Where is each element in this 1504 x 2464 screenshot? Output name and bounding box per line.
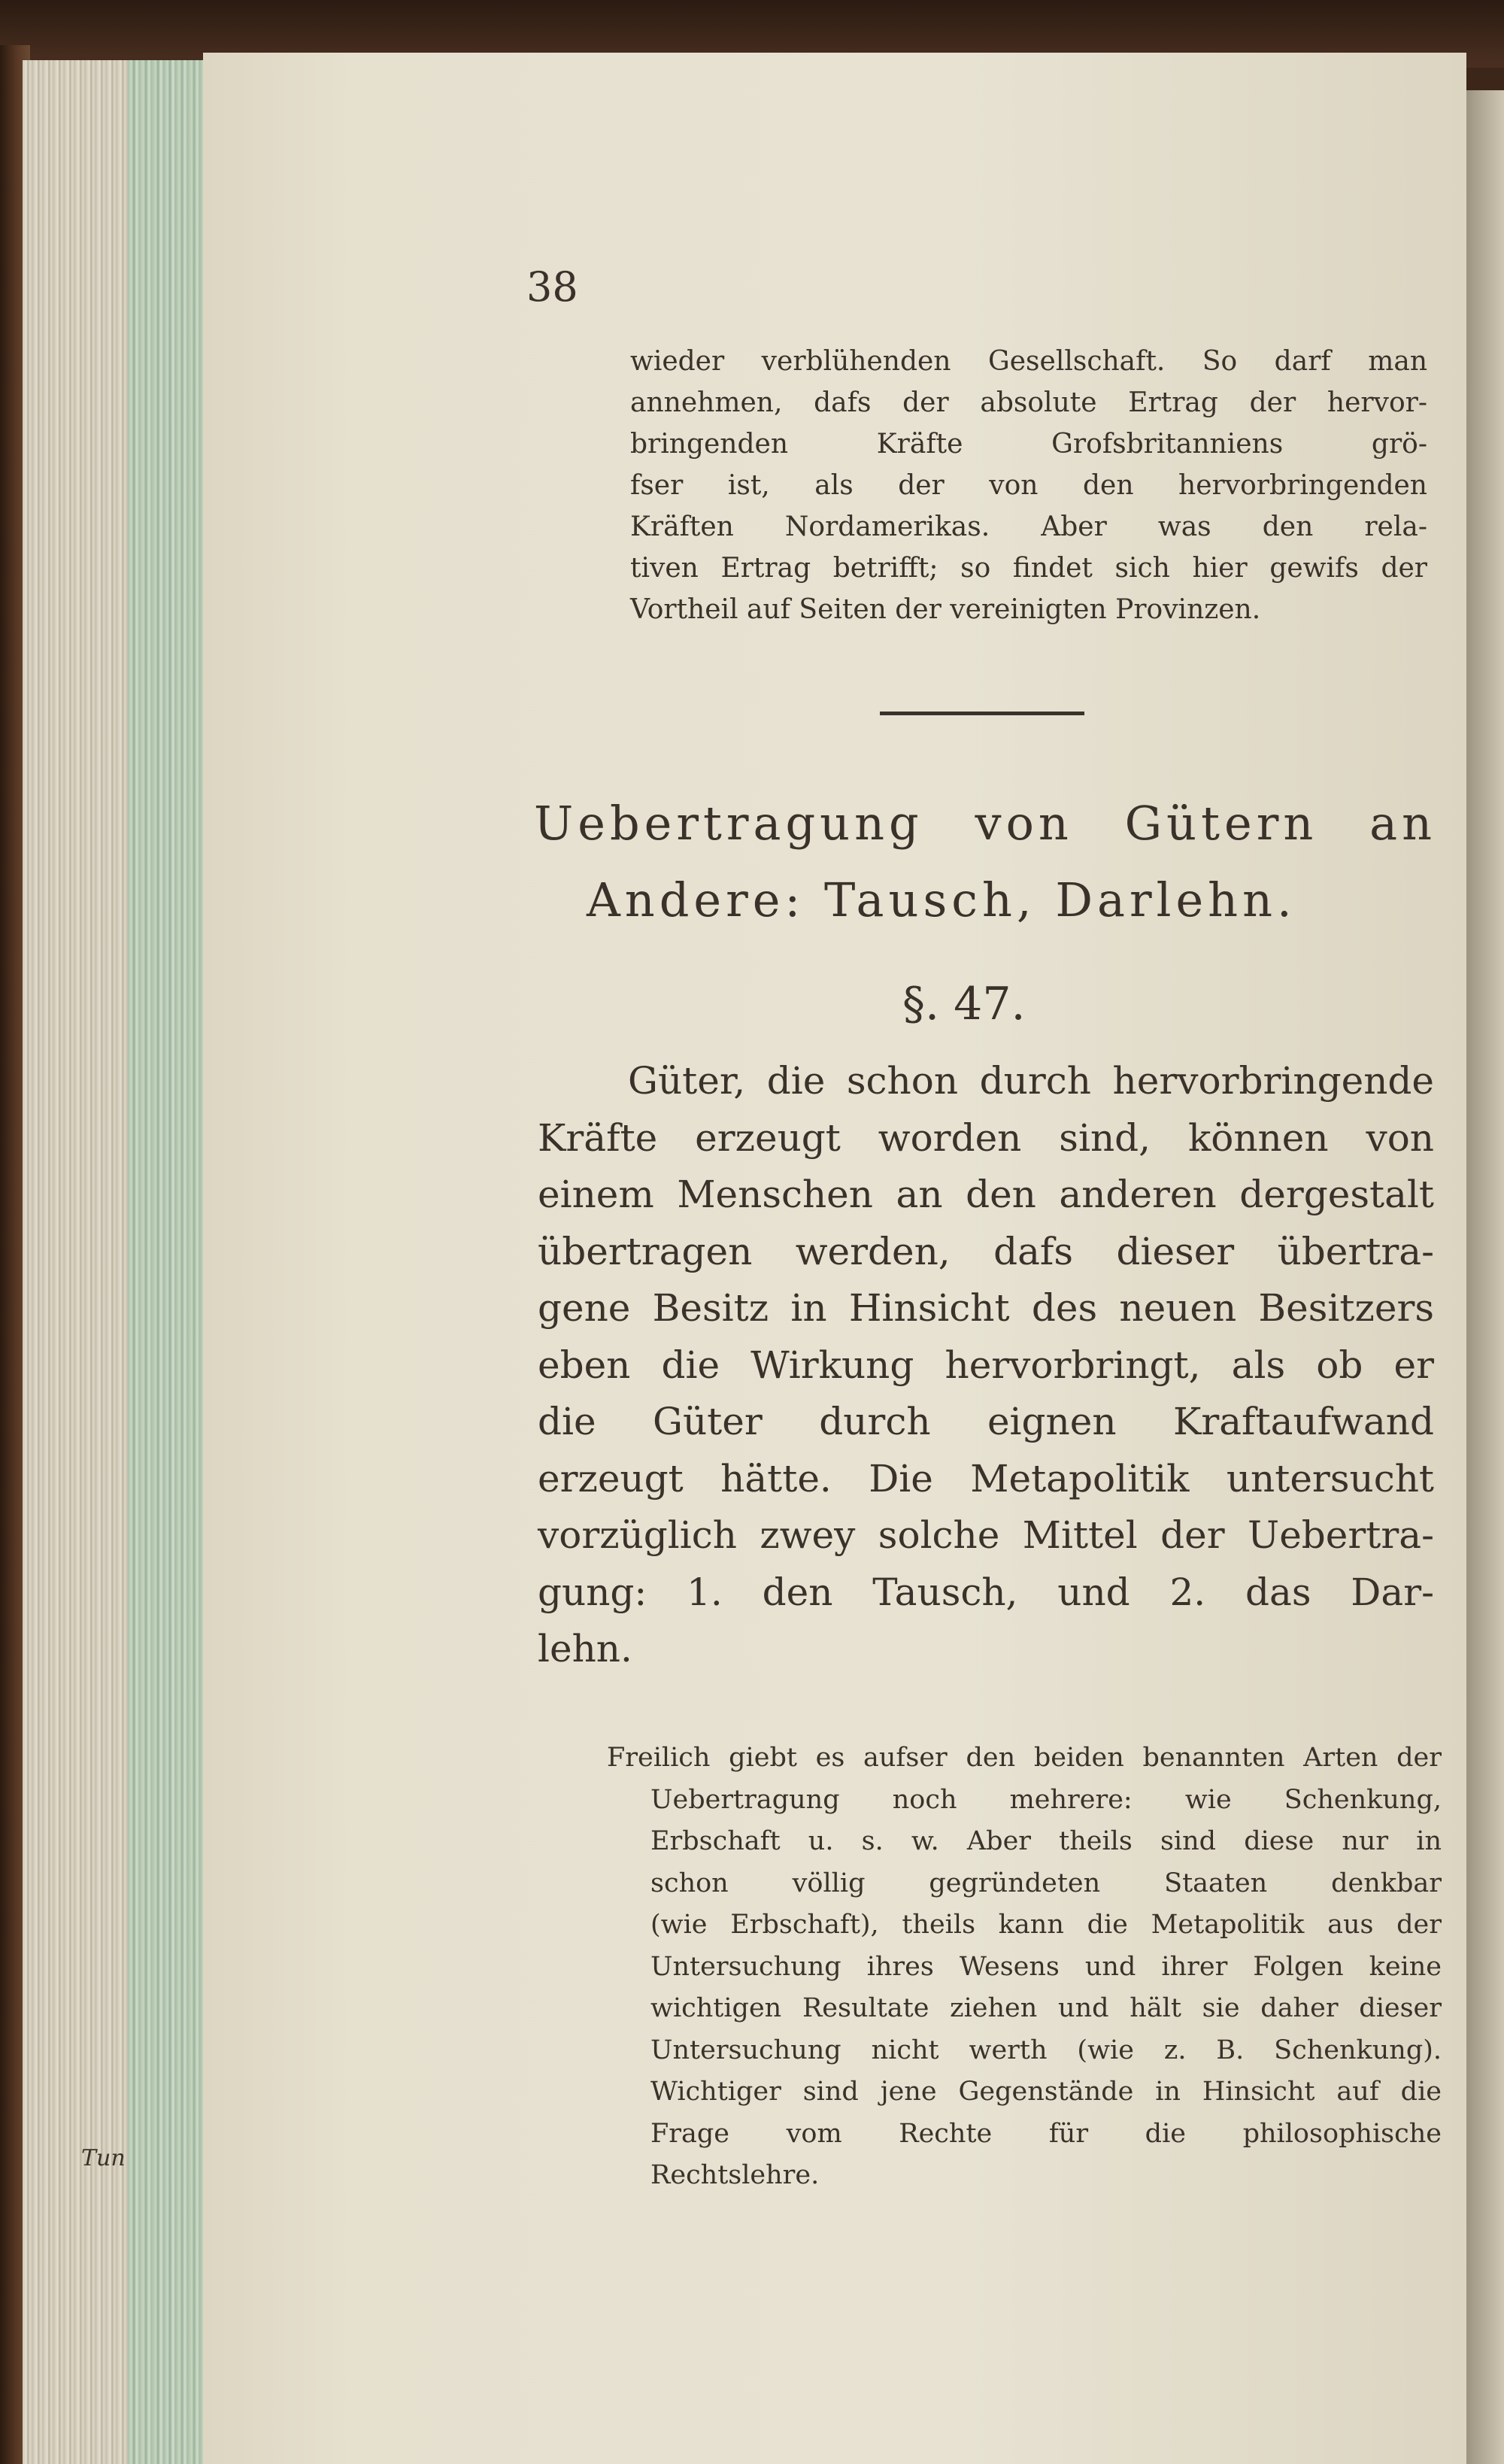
text-line: die Güter durch eignen Kraftaufwand (538, 1400, 1434, 1443)
text-line: eben die Wirkung hervorbringt, als ob er (538, 1343, 1434, 1387)
top-paragraph (630, 341, 1427, 630)
section-divider (880, 712, 1084, 715)
text-line: schon völlig gegründeten Staaten denkbar (650, 1868, 1442, 1898)
text-line: vorzüglich zwey solche Mittel der Uebertra- (538, 1513, 1434, 1557)
text-line: gung: 1. den Tausch, und 2. das Dar- (538, 1570, 1434, 1614)
text-line: Erbschaft u. s. w. Aber theils sind diese nur in (650, 1826, 1442, 1856)
text-line: Vortheil auf Seiten der vereinigten Provinzen. (630, 594, 1261, 625)
text-line: Untersuchung ihres Wesens und ihrer Folgen keine (650, 1951, 1442, 1982)
text-line: wichtigen Resultate ziehen und hält sie daher dieser (650, 1993, 1442, 2023)
text-line: einem Menschen an den anderen dergestalt (538, 1173, 1434, 1216)
text-line: übertragen werden, dafs dieser übertra- (538, 1229, 1434, 1273)
text-line: bringenden Kräfte Grofsbritanniens grö- (630, 429, 1427, 460)
text-line: tiven Ertrag betrifft; so findet sich hier gewifs der (630, 553, 1427, 584)
text-line: fser ist, als der von den hervorbringenden (630, 470, 1427, 501)
footnote-paragraph (607, 1737, 1442, 2197)
text-line: (wie Erbschaft), theils kann die Metapolitik aus der (650, 1910, 1442, 1940)
text-line: erzeugt hätte. Die Metapolitik untersucht (538, 1456, 1434, 1501)
text-line: Untersuchung nicht werth (wie z. B. Schenkung). (650, 2035, 1442, 2065)
text-line: annehmen, dafs der absolute Ertrag der hervor- (630, 387, 1427, 418)
facing-page-edge (1466, 90, 1504, 2464)
text-line: Güter, die schon durch hervorbringende (628, 1059, 1434, 1103)
text-line: lehn. (538, 1627, 632, 1670)
page-edges-green (128, 60, 211, 2464)
text-line: Kräften Nordamerikas. Aber was den rela- (630, 511, 1427, 542)
text-line: Frage vom Rechte für die philosophische (650, 2118, 1442, 2149)
chapter-heading-line-2: Andere: Tausch, Darlehn. (587, 872, 1296, 927)
page-number: 38 (526, 263, 578, 311)
text-line: Wichtiger sind jene Gegenstände in Hinsicht auf die (650, 2077, 1442, 2107)
main-paragraph (538, 1053, 1434, 1678)
text-line: Freilich giebt es aufser den beiden benannten Arten der (607, 1743, 1442, 1773)
text-line: Rechtslehre. (650, 2160, 820, 2190)
text-line: Uebertragung noch mehrere: wie Schenkung, (650, 1784, 1442, 1815)
section-mark: §. 47. (902, 978, 1026, 1030)
text-line: gene Besitz in Hinsicht des neuen Besitzers (538, 1286, 1434, 1330)
text-line: wieder verblühenden Gesellschaft. So darf man (630, 346, 1427, 377)
margin-handwriting: Tun (81, 2145, 126, 2171)
chapter-heading-line-1: Uebertragung von Gütern an (534, 796, 1436, 851)
text-line: Kräfte erzeugt worden sind, können von (538, 1115, 1434, 1160)
